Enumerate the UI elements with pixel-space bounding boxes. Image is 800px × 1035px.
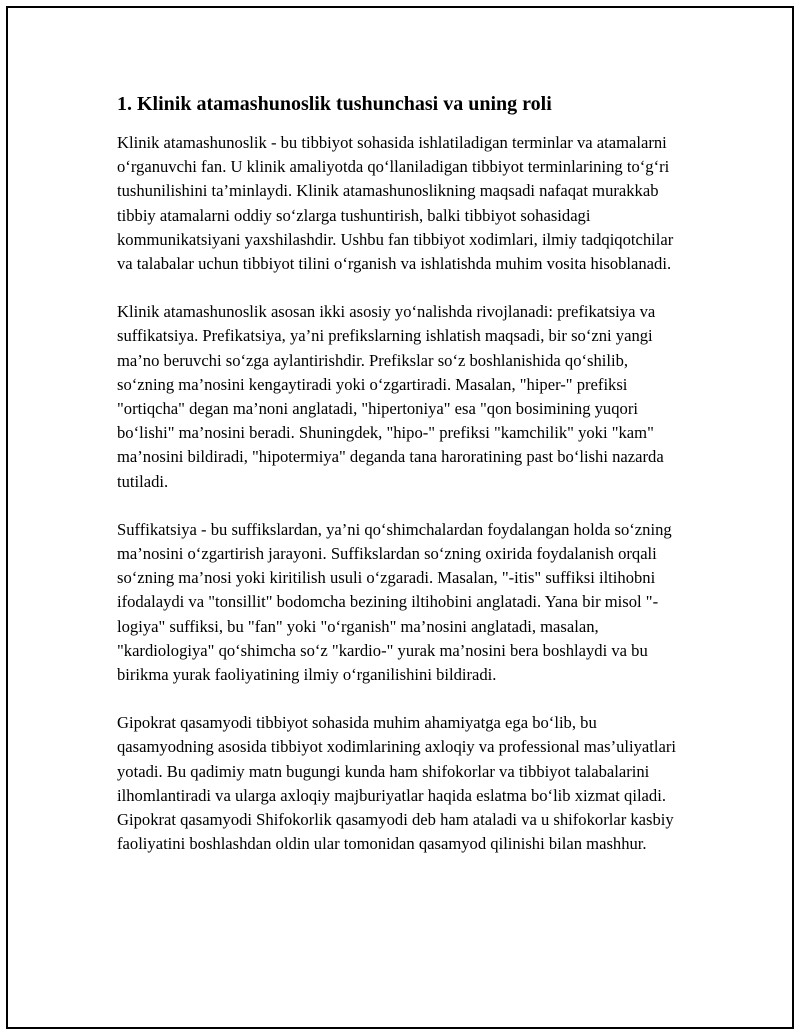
paragraph-hippocratic-oath: Gipokrat qasamyodi tibbiyot sohasida muhim ahamiyatga ega bo‘lib, bu qasamyodning asosida tibbiyot xodimlarining axloqiy va professional mas’uliyatlari yotadi. Bu qadimiy matn bugungi kunda ham shifokorlar va tibbiyot talabalarini ilhomlantiradi va ularga axloqiy majburiyatlar haqida eslatma bo‘lib xizmat qiladi. Gipokrat qasamyodi Shifokorlik qasamyodi deb ham ataladi va u shifokorlar kasbiy faoliyatini boshlashdan oldin ular tomonidan qasamyod qilinishi bilan mashhur. [117,713,677,854]
document-body [117,90,687,880]
paragraph-suffixation: Suffikatsiya - bu suffikslardan, ya’ni qo‘shimchalardan foydalangan holda so‘zning ma’nosini o‘zgartirish jarayoni. Suffikslardan so‘zning oxirida foydalanish orqali so‘zning ma’nosi yoki kiritilish usuli o‘zgaradi. Masalan, "-itis" suffiksi iltihobni ifodalaydi va "tonsillit" bodomcha bezining iltihobini anglatadi. Yana bir misol "-logiya" suffiksi, bu "fan" yoki "o‘rganish" ma’nosini anglatadi, masalan, "kardiologiya" qo‘shimcha so‘z "kardio-" yurak ma’nosini bera boshlaydi va bu birikma yurak faoliyatining ilmiy o‘rganilishini bildiradi. [117,519,672,685]
paragraph-definition: Klinik atamashunoslik - bu tibbiyot sohasida ishlatiladigan terminlar va atamalarni o‘rganuvchi fan. U klinik amaliyotda qo‘llaniladigan tibbiyot terminlarining to‘g‘ri tushunilishini ta’minlaydi. Klinik atamashunoslikning maqsadi nafaqat murakkab tibbiy atamalarni oddiy so‘zlarga tushuntirish, balki tibbiyot sohasidagi kommunikatsiyani yaxshilashdir. Ushbu fan tibbiyot xodimlari, ilmiy tadqiqotchilar va talabalar uchun tibbiyot tilini o‘rganish va ishlatishda muhim vosita hisoblanadi. [117,133,674,274]
section-heading: 1. Klinik atamashunoslik tushunchasi va uning roli [117,93,552,115]
paragraph-prefixation: Klinik atamashunoslik asosan ikki asosiy yo‘nalishda rivojlanadi: prefikatsiya va suffikatsiya. Prefikatsiya, ya’ni prefikslarning ishlatish maqsadi, bir so‘zni yangi ma’no beruvchi so‘zga aylantirishdir. Prefikslar so‘z boshlanishida qo‘shilib, so‘zning ma’nosini kengaytiradi yoki o‘zgartiradi. Masalan, "hiper-" prefiksi "ortiqcha" degan ma’noni anglatadi, "hipertoniya" esa "qon bosimining yuqori bo‘lishi" ma’nosini beradi. Shuningdek, "hipo-" prefiksi "kamchilik" yoki "kam" ma’nosini bildiradi, "hipotermiya" deganda tana haroratining past bo‘lishi nazarda tutiladi. [117,302,664,491]
